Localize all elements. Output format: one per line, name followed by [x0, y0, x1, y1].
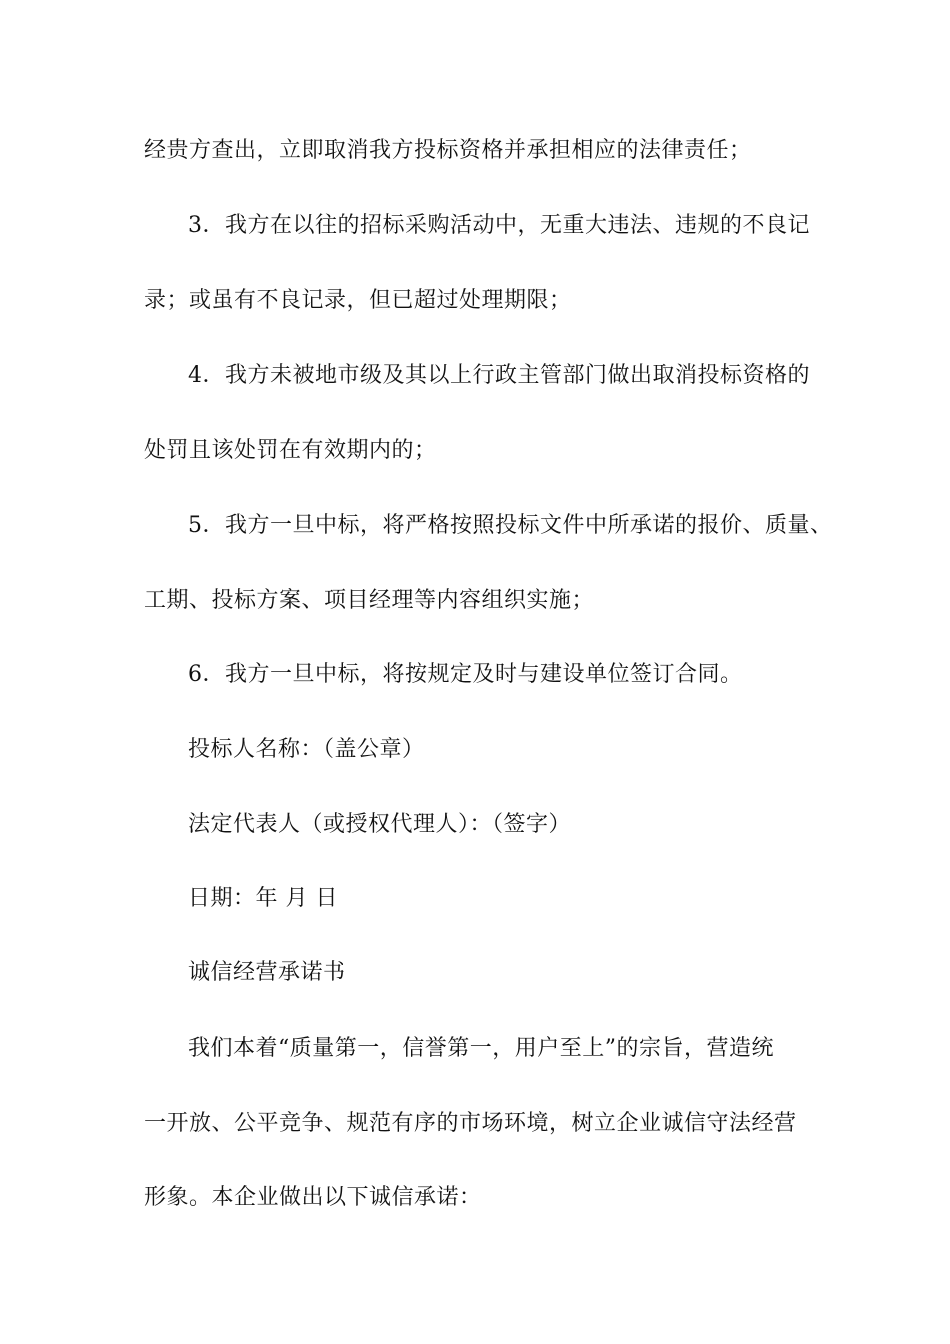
text-line-4: 4．我方未被地市级及其以上行政主管部门做出取消投标资格的 — [188, 363, 810, 388]
date-line: 日期：年 月 日 — [188, 886, 338, 911]
text-line-1: 经贵方查出，立即取消我方投标资格并承担相应的法律责任； — [144, 138, 752, 163]
text-line-3: 录；或虽有不良记录，但已超过处理期限； — [144, 288, 572, 313]
text-line-14: 一开放、公平竞争、规范有序的市场环境，树立企业诚信守法经营 — [144, 1111, 797, 1136]
text-line-7: 工期、投标方案、项目经理等内容组织实施； — [144, 588, 595, 613]
text-line-5: 处罚且该处罚在有效期内的； — [144, 438, 437, 463]
legal-representative-line: 法定代表人（或授权代理人）：（签字） — [188, 812, 572, 837]
text-line-15: 形象。本企业做出以下诚信承诺： — [144, 1185, 482, 1210]
text-line-6: 5．我方一旦中标，将严格按照投标文件中所承诺的报价、质量、 — [188, 513, 833, 538]
text-line-13: 我们本着“质量第一，信誉第一，用户至上”的宗旨，营造统 — [188, 1036, 774, 1061]
text-line-8: 6．我方一旦中标，将按规定及时与建设单位签订合同。 — [188, 662, 743, 687]
section-title: 诚信经营承诺书 — [188, 960, 346, 985]
bidder-name-line: 投标人名称：（盖公章） — [188, 737, 425, 762]
text-line-2: 3．我方在以往的招标采购活动中，无重大违法、违规的不良记 — [188, 213, 810, 238]
